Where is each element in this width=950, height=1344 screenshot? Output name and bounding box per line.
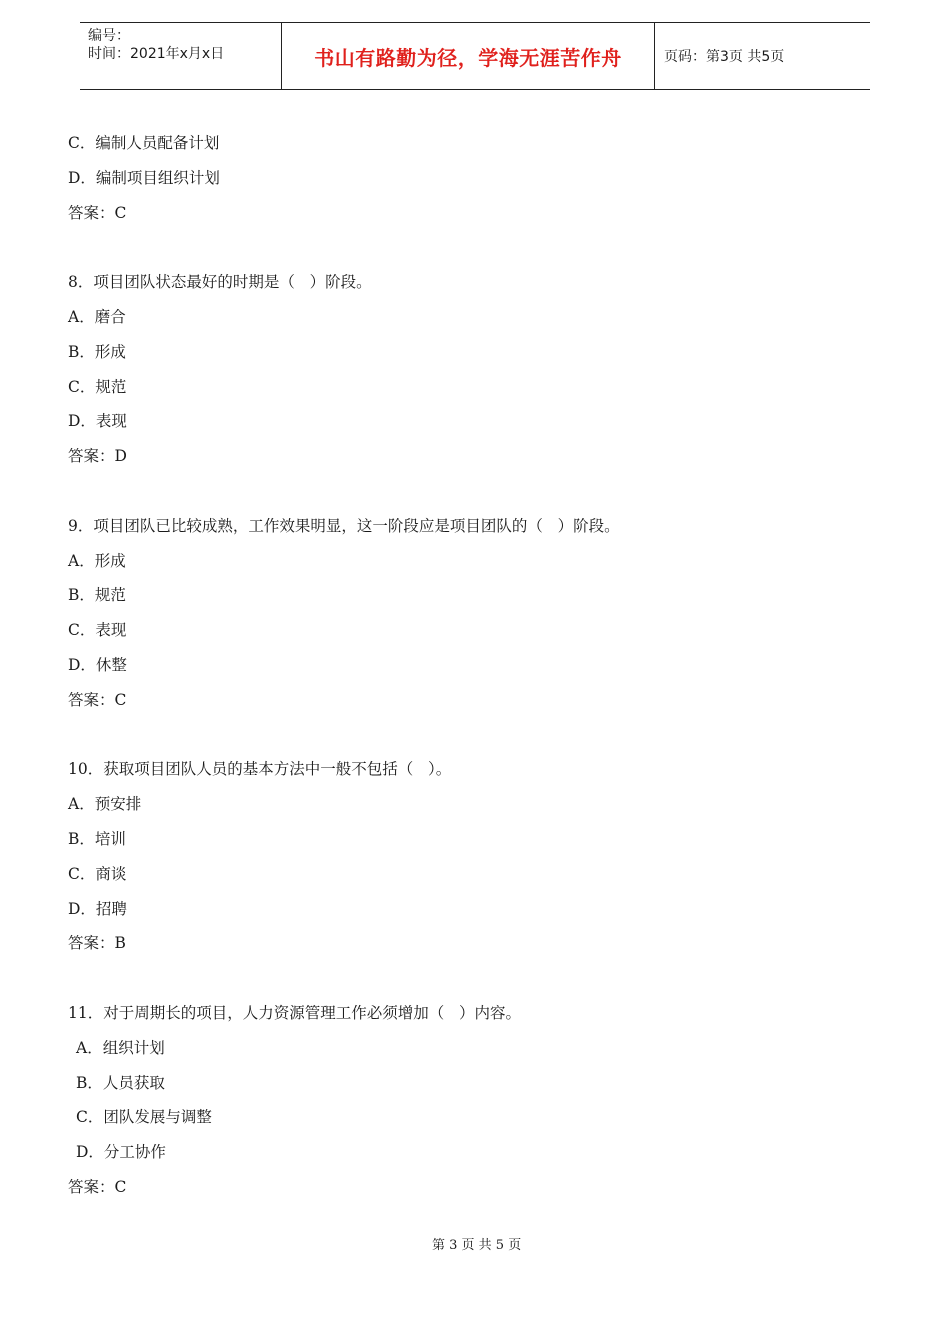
spacer	[68, 718, 888, 753]
question-content	[68, 126, 888, 1205]
document-number-label: 编号：	[88, 28, 130, 44]
option-line: B．形成	[68, 342, 126, 361]
option-line: B．规范	[68, 586, 126, 605]
answer-line: 答案：C	[68, 203, 127, 222]
option-line: A．预安排	[68, 795, 142, 814]
option-line: C．表现	[68, 621, 127, 640]
answer-line: 答案：B	[68, 934, 126, 953]
page-footer: 第 3 页 共 5 页	[432, 1238, 522, 1253]
header-meta	[80, 23, 281, 89]
option-line: B．人员获取	[76, 1073, 165, 1092]
question-8: 8．项目团队状态最好的时期是（ ）阶段。	[68, 273, 372, 292]
option-line: D．分工协作	[76, 1143, 166, 1162]
question-9: 9．项目团队已比较成熟，工作效果明显，这一阶段应是项目团队的（ ）阶段。	[68, 516, 620, 535]
option-line: D．休整	[68, 655, 127, 674]
question-11: 11．对于周期长的项目，人力资源管理工作必须增加（ ）内容。	[68, 1003, 522, 1022]
option-line: C．规范	[68, 377, 127, 396]
document-time-label: 时间：2021年x月x日	[88, 46, 225, 62]
option-line: D．编制项目组织计划	[68, 168, 220, 187]
option-line: C．团队发展与调整	[76, 1108, 212, 1127]
answer-line: 答案：D	[68, 447, 127, 466]
answer-line: 答案：C	[68, 690, 127, 709]
spacer	[68, 230, 888, 265]
option-line: C．商谈	[68, 864, 127, 883]
option-line: B．培训	[68, 829, 126, 848]
option-line: A．组织计划	[76, 1038, 165, 1057]
header-motto: 书山有路勤为径，学海无涯苦作舟	[281, 23, 655, 89]
option-line: A．磨合	[68, 307, 126, 326]
spacer	[68, 474, 888, 509]
page-header	[80, 22, 870, 90]
option-line: C．编制人员配备计划	[68, 134, 220, 152]
question-10: 10．获取项目团队人员的基本方法中一般不包括（ ）。	[68, 760, 452, 779]
spacer	[68, 961, 888, 996]
answer-line: 答案：C	[68, 1177, 127, 1196]
option-line: D．表现	[68, 412, 127, 431]
option-line: D．招聘	[68, 899, 127, 918]
header-page-number: 页码：第3页 共5页	[664, 49, 785, 65]
option-line: A．形成	[68, 551, 126, 570]
